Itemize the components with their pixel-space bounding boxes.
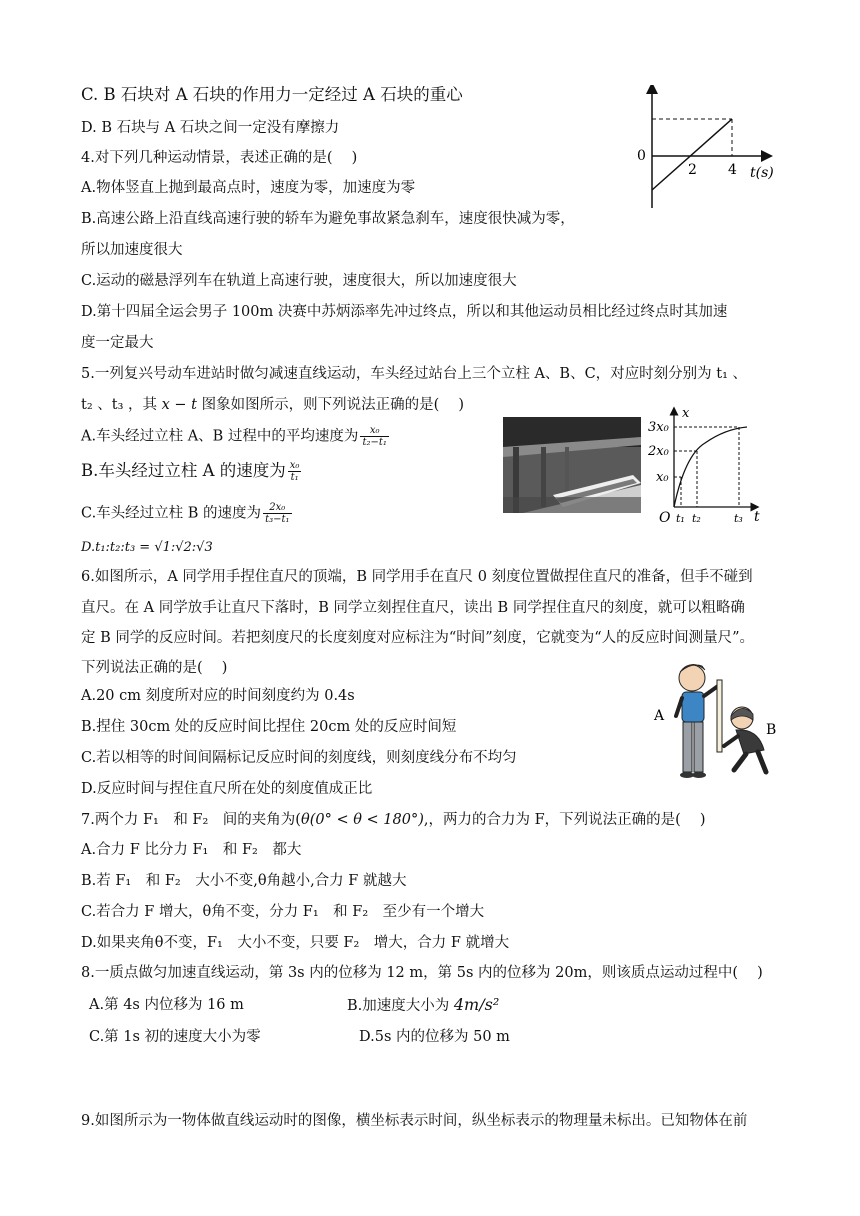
q8-option-b-text: B.加速度大小为 xyxy=(347,998,450,1014)
q3-graph-figure xyxy=(632,85,782,210)
q8-option-b xyxy=(347,995,499,1016)
q5-stem-cont xyxy=(81,395,464,415)
x-axis-label: x xyxy=(682,406,690,421)
q4-option-b: B.高速公路上沿直线高速行驶的轿车为避免事故紧急刹车，速度很快减为零， xyxy=(81,211,575,227)
q8-option-d: D.5s 内的位移为 50 m xyxy=(359,1029,510,1045)
person-a-leg-right xyxy=(694,722,703,772)
q8-option-c: C.第 1s 初的速度大小为零 xyxy=(89,1029,261,1045)
q7-angle-math: θ(0° < θ < 180°) xyxy=(300,812,424,828)
graph-line xyxy=(652,119,732,190)
frac-num: x₀ xyxy=(289,460,300,471)
q5-stem-text: t₂ 、t₃ ，其 xyxy=(81,397,162,413)
q4-option-b-cont: 所以加速度很大 xyxy=(81,242,183,258)
frac-num: 2x₀ xyxy=(263,502,291,514)
q5-option-c xyxy=(81,502,292,525)
tick-t3: t₃ xyxy=(734,512,743,525)
q5-stem-text-end: 图象如图所示，则下列说法正确的是( ) xyxy=(196,397,465,413)
q6-stem-1: 6.如图所示，A 同学用手捏住直尺的顶端，B 同学用手在直尺 0 刻度位置做捏住直尺的准备，但手不碰到 xyxy=(81,569,753,585)
tick-label-2: 2 xyxy=(688,162,697,178)
q6-option-b: B.捏住 30cm 处的反应时间比捏住 20cm 处的反应时间短 xyxy=(81,719,457,735)
label-2x0: 2x₀ xyxy=(648,444,669,459)
q5-option-a-fraction xyxy=(360,425,388,448)
q8-stem: 8.一质点做匀加速直线运动，第 3s 内的位移为 12 m，第 5s 内的位移为 20m，则该质点运动过程中( ) xyxy=(81,965,763,981)
origin-label: O xyxy=(659,510,671,525)
q7-option-d: D.如果夹角θ不变，F₁ 大小不变，只要 F₂ 增大，合力 F 就增大 xyxy=(81,935,510,951)
label-b: B xyxy=(766,722,777,738)
q3-option-d: D. B 石块与 A 石块之间一定没有摩擦力 xyxy=(81,120,340,136)
ruler xyxy=(717,680,722,752)
q7-option-a: A.合力 F 比分力 F₁ 和 F₂ 都大 xyxy=(81,842,302,858)
q5-option-a xyxy=(81,425,389,448)
q5-stem: 5.一列复兴号动车进站时做匀减速直线运动，车头经过站台上三个立柱 A、B、C，对应时刻分别为 t₁ 、 xyxy=(81,366,748,382)
q5-option-c-text: C.车头经过立柱 B 的速度为 xyxy=(81,505,262,522)
q5-option-b-text: B.车头经过立柱 A 的速度为 xyxy=(81,461,286,480)
tick-label-4: 4 xyxy=(728,162,737,178)
q6-stem-3: 定 B 同学的反应时间。若把刻度尺的长度刻度对应标注为“时间”刻度，它就变为“人的反应时间测量尺”。 xyxy=(81,630,755,646)
q8-accel-math: 4m/s² xyxy=(453,995,500,1014)
q6-stem-4: 下列说法正确的是( ) xyxy=(81,660,228,676)
q5-xt-math: x − t xyxy=(161,397,197,413)
xt-curve xyxy=(674,427,747,507)
frac-den: t₁ xyxy=(290,472,299,483)
q7-option-b: B.若 F₁ 和 F₂ 大小不变,θ角越小,合力 F 就越大 xyxy=(81,873,407,889)
q5-option-b xyxy=(81,460,301,483)
frac-den: t₂−t₁ xyxy=(362,437,387,448)
q5-option-c-fraction xyxy=(263,502,291,525)
q4-option-d-cont: 度一定最大 xyxy=(81,335,154,351)
q5-option-a-text: A.车头经过立柱 A、B 过程中的平均速度为 xyxy=(81,428,359,445)
q6-stem-2: 直尺。在 A 同学放手让直尺下落时，B 同学立刻捏住直尺，读出 B 同学捏住直尺的刻度，就可以粗略确 xyxy=(81,600,745,616)
q5-option-b-fraction xyxy=(288,460,302,483)
ruler-experiment-illustration xyxy=(650,658,780,783)
label-a: A xyxy=(654,708,665,724)
q6-option-c: C.若以相等的时间间隔标记反应时间的刻度线，则刻度线分布不均匀 xyxy=(81,750,517,766)
train-photo xyxy=(503,417,641,513)
q7-stem-text-end: ,，两力的合力为 F，下列说法正确的是( ) xyxy=(423,812,706,828)
q4-option-c: C.运动的磁悬浮列车在轨道上高速行驶，速度很大，所以加速度很大 xyxy=(81,273,517,289)
label-3x0: 3x₀ xyxy=(648,420,669,435)
label-x0: x₀ xyxy=(656,470,669,485)
tick-t2: t₂ xyxy=(692,512,701,525)
origin-label: 0 xyxy=(637,148,646,164)
q7-stem-text: 7.两个力 F₁ 和 F₂ 间的夹角为( xyxy=(81,812,301,828)
q8-option-a: A.第 4s 内位移为 16 m xyxy=(89,997,244,1013)
q4-option-a: A.物体竖直上抛到最高点时，速度为零，加速度为零 xyxy=(81,180,416,196)
q6-option-d: D.反应时间与捏住直尺所在处的刻度值成正比 xyxy=(81,781,373,797)
q7-stem xyxy=(81,810,706,830)
q4-option-d: D.第十四届全运会男子 100m 决赛中苏炳添率先冲过终点，所以和其他运动员相比经过终点时其加速 xyxy=(81,304,728,320)
x-axis-label: t(s) xyxy=(750,165,774,181)
q7-option-c: C.若合力 F 增大，θ角不变，分力 F₁ 和 F₂ 至少有一个增大 xyxy=(81,904,485,920)
q3-option-c: C. B 石块对 A 石块的作用力一定经过 A 石块的重心 xyxy=(81,85,463,104)
frac-den: t₃−t₁ xyxy=(265,514,290,525)
q6-option-a: A.20 cm 刻度所对应的时间刻度约为 0.4s xyxy=(81,688,355,704)
q5-xt-graph xyxy=(645,405,765,525)
t-axis-label: t xyxy=(754,509,760,525)
frac-num: x₀ xyxy=(360,425,388,437)
q9-stem: 9.如图所示为一物体做直线运动时的图像，横坐标表示时间，纵坐标表示的物理量未标出。已知物体在前 xyxy=(81,1113,748,1129)
tick-t1: t₁ xyxy=(676,512,685,525)
q5-option-d: D.t₁:t₂:t₃ = √1:√2:√3 xyxy=(81,540,213,555)
person-a-leg-left xyxy=(683,722,692,772)
person-a-shirt xyxy=(682,692,704,722)
q4-stem: 4.对下列几种运动情景，表述正确的是( ) xyxy=(81,150,358,166)
